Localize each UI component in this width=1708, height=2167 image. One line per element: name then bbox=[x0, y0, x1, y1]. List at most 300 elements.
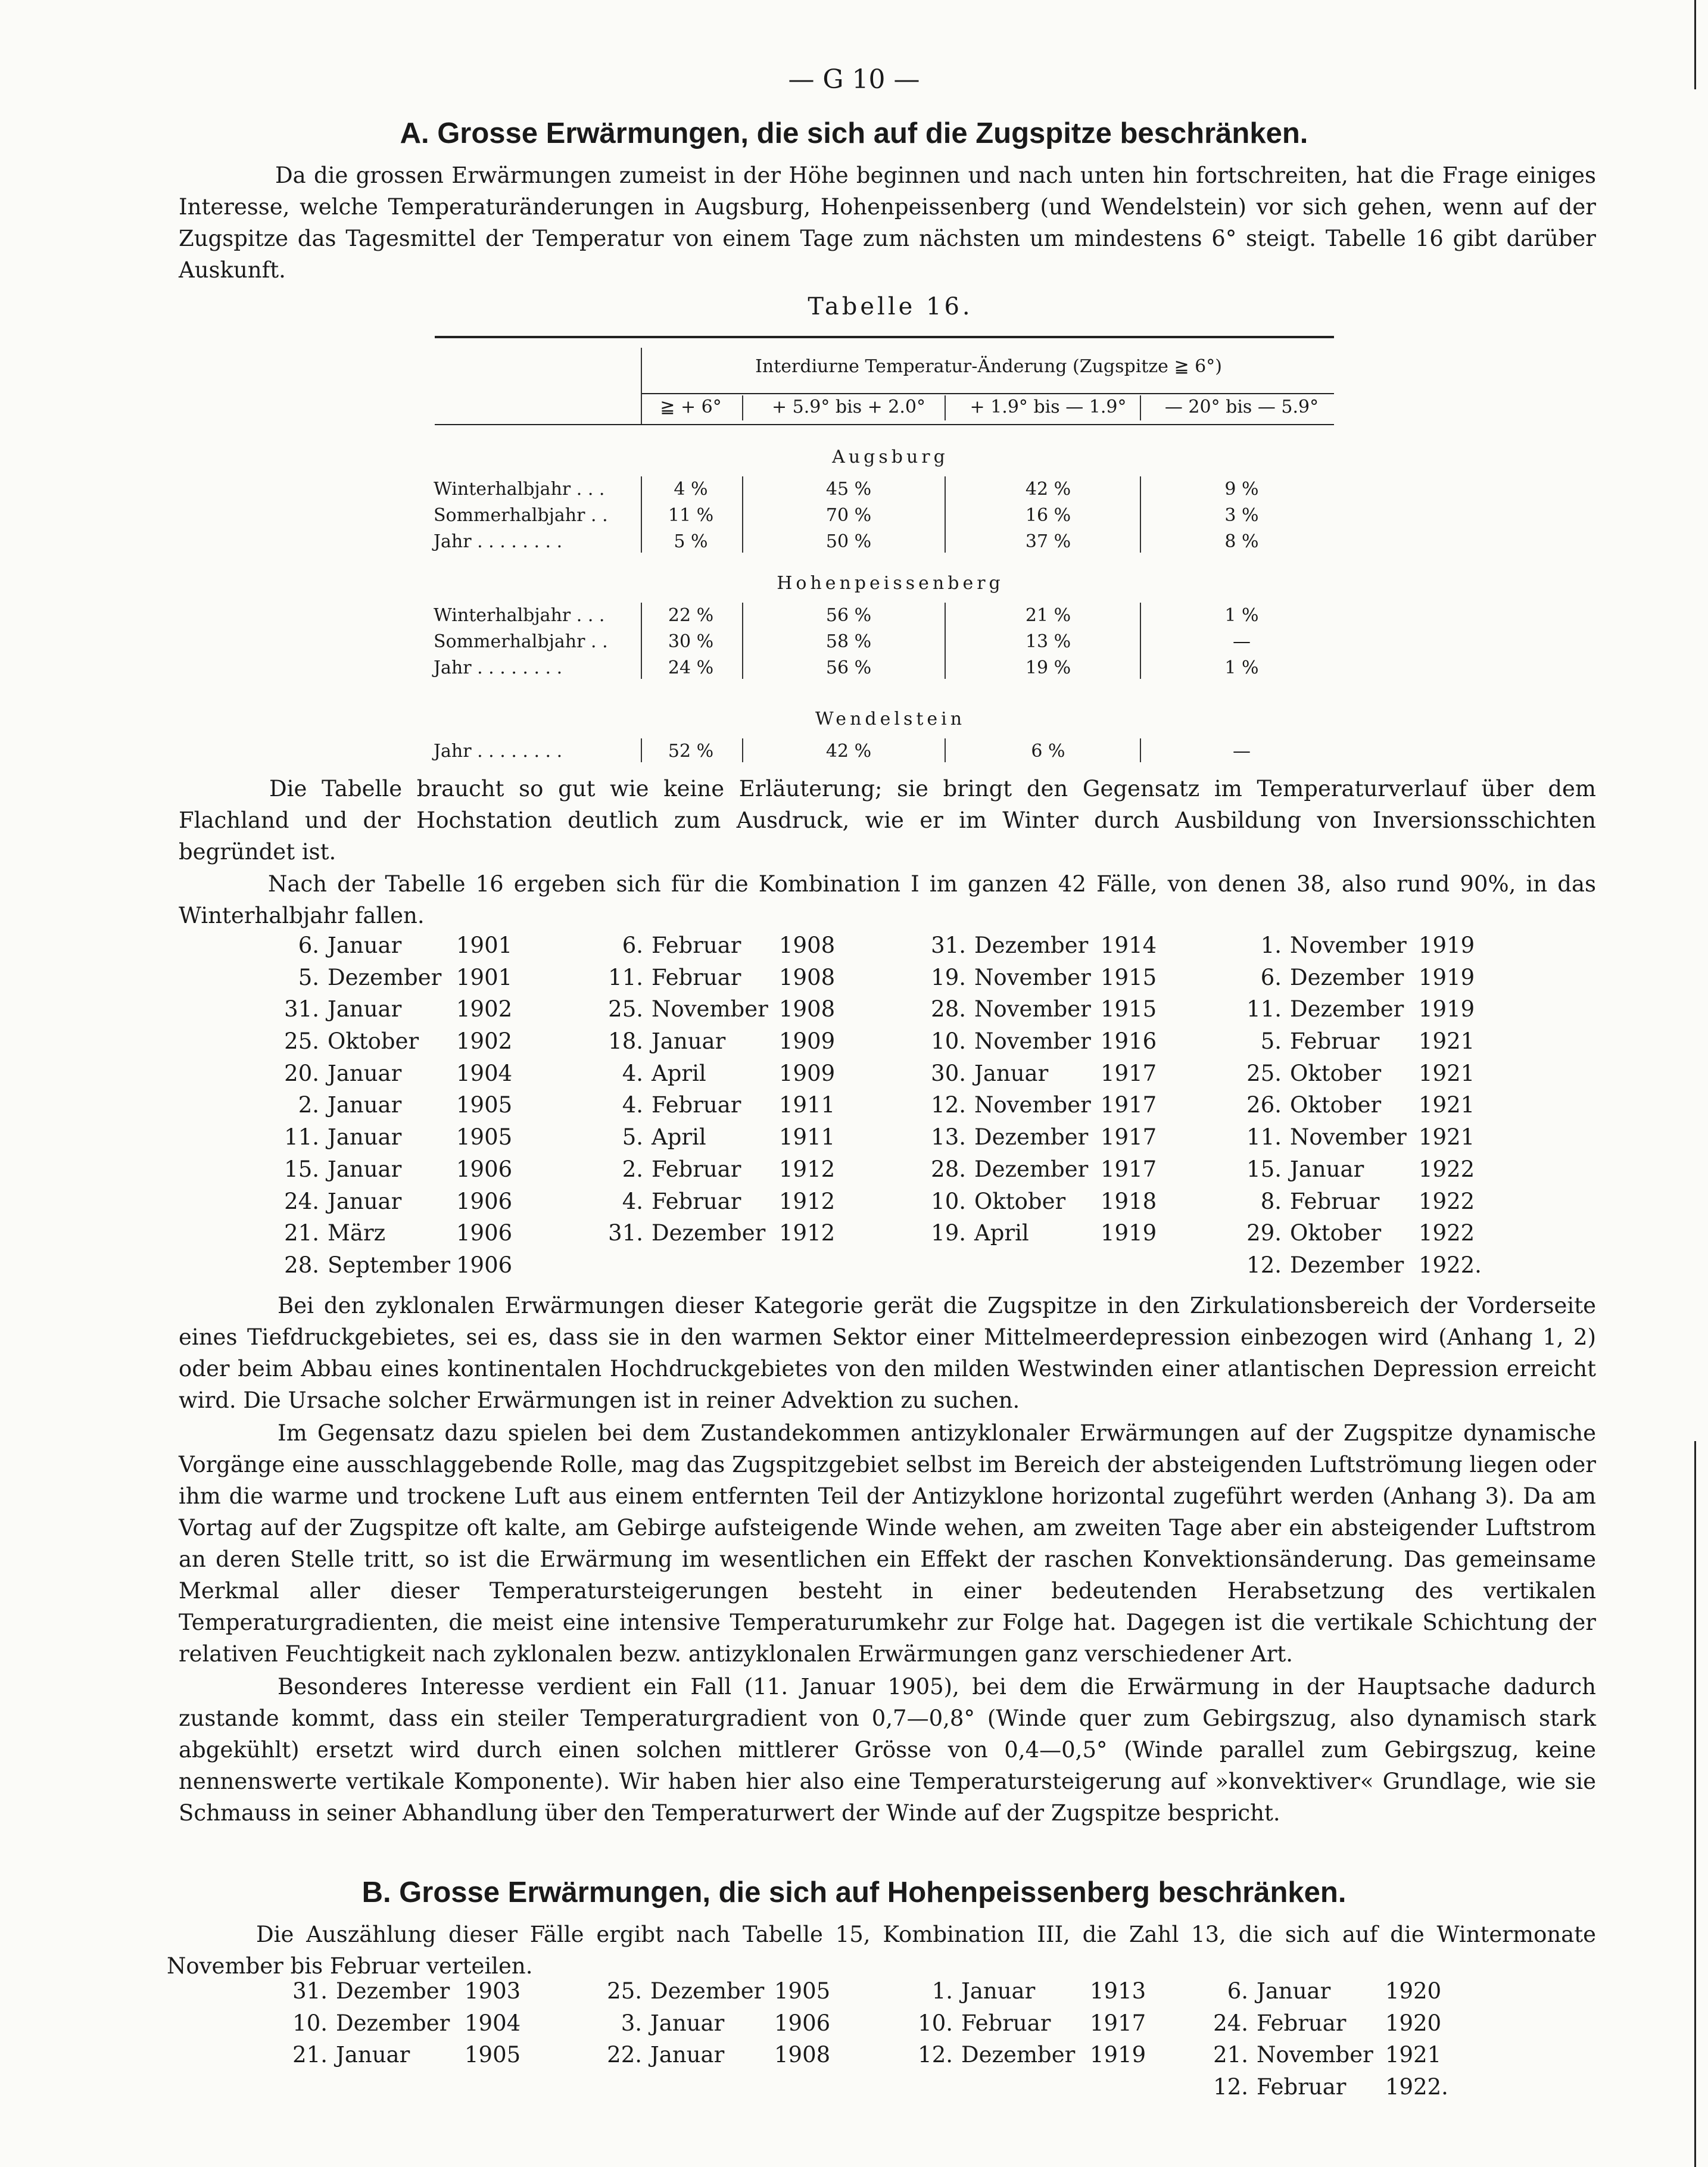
date-month: Dezember bbox=[336, 1978, 450, 2004]
date-month: Januar bbox=[328, 1188, 402, 1214]
date-entry bbox=[590, 2010, 840, 2043]
date-entry bbox=[279, 1978, 529, 2010]
date-month: Oktober bbox=[328, 1028, 419, 1055]
date-day: 11. bbox=[1246, 1124, 1282, 1150]
date-year: 1915 bbox=[1101, 996, 1157, 1022]
table-cell: 56 % bbox=[825, 605, 872, 626]
after-table-paragraph: Die Tabelle braucht so gut wie keine Erläuterung; sie bringt den Gegensatz im Temperaturverlauf über dem Flachland und der Hochstation deutlich zum Ausdruck, wie er im Winter durch Ausbildung von Inversionsschichten begründet ist. bbox=[179, 776, 1596, 865]
date-day: 3. bbox=[621, 2010, 642, 2036]
date-month: April bbox=[974, 1220, 1029, 1246]
date-column bbox=[269, 933, 525, 1284]
date-entry bbox=[1227, 933, 1477, 965]
date-entry bbox=[911, 1156, 1161, 1189]
date-month: Januar bbox=[328, 1156, 402, 1182]
date-day: 10. bbox=[292, 2010, 328, 2036]
date-entry bbox=[1227, 1028, 1477, 1061]
row-label: Jahr . . . . . . . . bbox=[434, 531, 563, 552]
date-entry bbox=[269, 1061, 525, 1093]
date-month: Dezember bbox=[652, 1220, 766, 1246]
date-month: Januar bbox=[961, 1978, 1036, 2004]
column-header: + 1.9° bis — 1.9° bbox=[970, 397, 1127, 417]
date-year: 1906 bbox=[456, 1252, 513, 1278]
date-entry bbox=[911, 1189, 1161, 1221]
date-month: Dezember bbox=[974, 1124, 1089, 1150]
date-day: 25. bbox=[284, 1028, 319, 1055]
column-separator bbox=[742, 476, 743, 553]
date-year: 1904 bbox=[465, 2010, 521, 2036]
date-year: 1921 bbox=[1419, 1124, 1475, 1150]
date-day: 2. bbox=[298, 1092, 319, 1118]
date-year: 1922. bbox=[1419, 1252, 1482, 1278]
date-year: 1921 bbox=[1419, 1060, 1475, 1086]
date-entry bbox=[590, 2042, 840, 2074]
date-entry bbox=[590, 965, 840, 997]
date-year: 1922 bbox=[1419, 1188, 1475, 1214]
date-month: Februar bbox=[652, 933, 741, 958]
date-entry bbox=[911, 996, 1161, 1028]
section-b-intro: Die Auszählung dieser Fälle ergibt nach Tabelle 15, Kombination III, die Zahl 13, die sich auf die Wintermonate November bis Februar verteilen. bbox=[167, 1922, 1596, 1979]
date-entry bbox=[269, 1028, 525, 1061]
row-label: Jahr . . . . . . . . bbox=[434, 741, 563, 762]
date-entry bbox=[911, 1092, 1161, 1124]
date-entry bbox=[590, 933, 840, 965]
date-column bbox=[899, 1978, 1161, 2074]
header-separator bbox=[945, 395, 946, 420]
section-a-heading: A. Grosse Erwärmungen, die sich auf die Zugspitze beschränken. bbox=[400, 117, 1308, 149]
date-year: 1906 bbox=[456, 1220, 513, 1246]
date-day: 20. bbox=[284, 1060, 319, 1086]
date-month: Dezember bbox=[974, 933, 1089, 958]
table-cell: 5 % bbox=[674, 531, 708, 552]
date-year: 1905 bbox=[456, 1124, 513, 1150]
date-year: 1917 bbox=[1101, 1156, 1157, 1182]
date-month: Januar bbox=[974, 1060, 1049, 1086]
date-month: November bbox=[974, 1028, 1091, 1055]
column-header: + 5.9° bis + 2.0° bbox=[771, 397, 926, 417]
section-b-heading: B. Grosse Erwärmungen, die sich auf Hohenpeissenberg beschränken. bbox=[361, 1876, 1347, 1909]
date-day: 10. bbox=[931, 1028, 966, 1055]
date-month: Januar bbox=[328, 1092, 402, 1118]
date-year: 1919 bbox=[1419, 933, 1475, 958]
date-year: 1913 bbox=[1090, 1978, 1146, 2004]
date-year: 1911 bbox=[779, 1092, 836, 1118]
row-label: Sommerhalbjahr . . bbox=[434, 631, 608, 652]
date-entry bbox=[279, 2010, 529, 2043]
date-month: Oktober bbox=[1290, 1092, 1382, 1118]
date-day: 1. bbox=[931, 1978, 953, 2004]
date-year: 1917 bbox=[1101, 1124, 1157, 1150]
date-year: 1920 bbox=[1385, 2010, 1442, 2036]
date-day: 12. bbox=[918, 2042, 953, 2068]
header-separator bbox=[1140, 395, 1141, 420]
table-title: Tabelle 16. bbox=[808, 293, 973, 320]
header-separator bbox=[641, 348, 642, 424]
date-day: 31. bbox=[292, 1978, 328, 2004]
date-month: Januar bbox=[328, 933, 402, 958]
date-entry bbox=[899, 2042, 1161, 2074]
table-cell: 1 % bbox=[1224, 657, 1259, 678]
date-entry bbox=[269, 1124, 525, 1156]
date-month: Februar bbox=[1257, 2074, 1347, 2100]
date-year: 1902 bbox=[456, 1028, 513, 1055]
table-cell: 30 % bbox=[668, 631, 714, 652]
date-year: 1912 bbox=[779, 1220, 836, 1246]
table-cell: 21 % bbox=[1025, 605, 1071, 626]
header-separator bbox=[742, 395, 743, 420]
date-entry bbox=[269, 965, 525, 997]
date-month: Januar bbox=[328, 1124, 402, 1150]
date-month: Februar bbox=[1290, 1188, 1380, 1214]
date-year: 1912 bbox=[779, 1156, 836, 1182]
date-month: Januar bbox=[328, 1060, 402, 1086]
date-month: Februar bbox=[1290, 1028, 1380, 1055]
date-day: 31. bbox=[931, 933, 966, 958]
date-year: 1908 bbox=[779, 964, 836, 990]
date-year: 1906 bbox=[456, 1156, 513, 1182]
date-entry bbox=[1227, 965, 1477, 997]
table-cell: 42 % bbox=[825, 741, 872, 762]
date-day: 8. bbox=[1260, 1188, 1282, 1214]
date-year: 1906 bbox=[774, 2010, 831, 2036]
date-entry bbox=[1197, 2074, 1453, 2106]
date-entry bbox=[279, 2042, 529, 2074]
date-month: Oktober bbox=[1290, 1060, 1382, 1086]
date-entry bbox=[590, 1978, 840, 2010]
date-entry bbox=[269, 996, 525, 1028]
date-day: 21. bbox=[292, 2042, 328, 2068]
table-cell: 8 % bbox=[1224, 531, 1259, 552]
date-year: 1919 bbox=[1101, 1220, 1157, 1246]
date-year: 1908 bbox=[779, 933, 836, 958]
date-day: 24. bbox=[1213, 2010, 1248, 2036]
date-column bbox=[590, 1978, 840, 2074]
column-separator bbox=[641, 738, 642, 762]
date-entry bbox=[269, 933, 525, 965]
date-day: 31. bbox=[608, 1220, 643, 1246]
date-day: 15. bbox=[1246, 1156, 1282, 1182]
page-edge-line-bottom bbox=[1694, 1441, 1696, 2167]
date-day: 11. bbox=[284, 1124, 319, 1150]
date-month: April bbox=[652, 1124, 706, 1150]
date-year: 1922 bbox=[1419, 1220, 1475, 1246]
table-cell: 50 % bbox=[825, 531, 872, 552]
date-entry bbox=[1227, 1124, 1477, 1156]
date-day: 6. bbox=[1227, 1978, 1248, 2004]
date-day: 22. bbox=[607, 2042, 642, 2068]
date-year: 1915 bbox=[1101, 964, 1157, 990]
date-day: 1. bbox=[1260, 933, 1282, 958]
date-day: 28. bbox=[931, 1156, 966, 1182]
date-month: Dezember bbox=[1290, 996, 1404, 1022]
date-month: Februar bbox=[652, 1092, 741, 1118]
date-year: 1909 bbox=[779, 1060, 836, 1086]
date-month: Dezember bbox=[336, 2010, 450, 2036]
column-header: ≧ + 6° bbox=[660, 397, 722, 417]
date-entry bbox=[1227, 1189, 1477, 1221]
date-day: 30. bbox=[931, 1060, 966, 1086]
date-entry bbox=[590, 1156, 840, 1189]
date-entry bbox=[911, 1124, 1161, 1156]
date-month: Februar bbox=[652, 1188, 741, 1214]
date-year: 1905 bbox=[465, 2042, 521, 2068]
date-month: Dezember bbox=[974, 1156, 1089, 1182]
date-month: Januar bbox=[336, 2042, 410, 2068]
table-cell: 13 % bbox=[1025, 631, 1071, 652]
column-separator bbox=[945, 603, 946, 679]
table-cell: 42 % bbox=[1025, 479, 1071, 500]
date-month: November bbox=[974, 996, 1091, 1022]
table-cell: — bbox=[1233, 631, 1251, 652]
date-day: 29. bbox=[1246, 1220, 1282, 1246]
date-year: 1912 bbox=[779, 1188, 836, 1214]
date-year: 1905 bbox=[456, 1092, 513, 1118]
date-year: 1904 bbox=[456, 1060, 513, 1086]
date-entry bbox=[911, 1220, 1161, 1252]
date-month: April bbox=[652, 1060, 706, 1086]
date-year: 1917 bbox=[1101, 1092, 1157, 1118]
date-day: 25. bbox=[607, 1978, 642, 2004]
date-column bbox=[1227, 933, 1482, 1284]
date-day: 5. bbox=[298, 964, 319, 990]
date-month: Dezember bbox=[328, 964, 442, 990]
date-day: 6. bbox=[298, 933, 319, 958]
date-year: 1922 bbox=[1419, 1156, 1475, 1182]
date-day: 12. bbox=[1213, 2074, 1248, 2100]
table-group-header: Interdiurne Temperatur-Änderung (Zugspitze ≧ 6°) bbox=[755, 356, 1222, 377]
date-entry bbox=[1227, 1220, 1477, 1252]
table-cell: 24 % bbox=[668, 657, 714, 678]
date-column bbox=[911, 933, 1161, 1252]
table-cell: 56 % bbox=[825, 657, 872, 678]
row-label: Jahr . . . . . . . . bbox=[434, 657, 563, 678]
date-day: 12. bbox=[931, 1092, 966, 1118]
date-day: 6. bbox=[622, 933, 643, 958]
column-separator bbox=[1140, 603, 1141, 679]
column-separator bbox=[1140, 476, 1141, 553]
row-label: Sommerhalbjahr . . bbox=[434, 505, 608, 526]
date-day: 12. bbox=[1246, 1252, 1282, 1278]
table-top-rule bbox=[435, 336, 1334, 338]
date-day: 19. bbox=[931, 964, 966, 990]
date-day: 5. bbox=[1260, 1028, 1282, 1055]
table-cell: — bbox=[1233, 741, 1251, 762]
special-case-paragraph: Besonderes Interesse verdient ein Fall (11. Januar 1905), bei dem die Erwärmung in der Hauptsache dadurch zustande kommt, dass ein steiler Temperaturgradient von 0,7—0,8° (Winde quer zum Gebirgszug, also dynamisch stark abgekühlt) ersetzt wird durch einen solchen mittlerer Grösse von 0,4—0,5° (Winde parallel zum Gebirgszug, keine nennenswerte vertikale Komponente). Wir haben hier also eine Temperatursteigerung auf »konvektiver« Grundlage, wie sie Schmauss in seiner Abhandlung über den Temperaturwert der Winde auf der Zugspitze bespricht. bbox=[179, 1674, 1596, 1826]
date-month: November bbox=[652, 996, 768, 1022]
date-month: Februar bbox=[1257, 2010, 1347, 2036]
date-day: 28. bbox=[931, 996, 966, 1022]
date-year: 1908 bbox=[774, 2042, 831, 2068]
date-day: 10. bbox=[931, 1188, 966, 1214]
table-cell: 58 % bbox=[825, 631, 872, 652]
column-separator bbox=[641, 476, 642, 553]
date-day: 10. bbox=[918, 2010, 953, 2036]
table-cell: 70 % bbox=[825, 505, 872, 526]
date-month: März bbox=[328, 1220, 386, 1246]
date-entry bbox=[590, 996, 840, 1028]
date-entry bbox=[590, 1220, 840, 1252]
date-month: November bbox=[1290, 1124, 1407, 1150]
date-month: Februar bbox=[652, 1156, 741, 1182]
date-month: Dezember bbox=[1290, 964, 1404, 990]
date-entry bbox=[269, 1252, 525, 1284]
column-header: — 20° bis — 5.9° bbox=[1164, 397, 1319, 417]
date-day: 5. bbox=[622, 1124, 643, 1150]
table-cell: 6 % bbox=[1031, 741, 1065, 762]
date-month: Oktober bbox=[1290, 1220, 1382, 1246]
date-year: 1919 bbox=[1419, 996, 1475, 1022]
date-day: 21. bbox=[284, 1220, 319, 1246]
date-year: 1918 bbox=[1101, 1188, 1157, 1214]
date-entry bbox=[269, 1092, 525, 1124]
date-month: Februar bbox=[652, 964, 741, 990]
table-cell: 52 % bbox=[668, 741, 714, 762]
date-entry bbox=[1197, 2042, 1453, 2074]
date-year: 1901 bbox=[456, 933, 513, 958]
date-entry bbox=[590, 1189, 840, 1221]
date-day: 21. bbox=[1213, 2042, 1248, 2068]
cyclonic-paragraph: Bei den zyklonalen Erwärmungen dieser Kategorie gerät die Zugspitze in den Zirkulationsbereich der Vorderseite eines Tiefdruckgebietes, sei es, dass sie in den warmen Sektor einer Mittelmeerdepression einbezogen wird (Anhang 1, 2) oder beim Abbau eines kontinentalen Hochdruckgebietes von den milden Westwinden einer atlantischen Depression erreicht wird. Die Ursache solcher Erwärmungen ist in reiner Advektion zu suchen. bbox=[179, 1293, 1596, 1413]
table-cell: 45 % bbox=[825, 479, 872, 500]
date-day: 6. bbox=[1260, 964, 1282, 990]
date-month: September bbox=[328, 1252, 451, 1278]
date-year: 1905 bbox=[774, 1978, 831, 2004]
date-month: Oktober bbox=[974, 1188, 1066, 1214]
date-month: November bbox=[1290, 933, 1407, 958]
date-entry bbox=[269, 1189, 525, 1221]
date-day: 2. bbox=[622, 1156, 643, 1182]
column-separator bbox=[742, 603, 743, 679]
date-column bbox=[279, 1978, 529, 2074]
date-month: November bbox=[1257, 2042, 1373, 2068]
date-day: 28. bbox=[284, 1252, 319, 1278]
date-month: Februar bbox=[961, 2010, 1051, 2036]
date-year: 1903 bbox=[465, 1978, 521, 2004]
date-entry bbox=[1197, 1978, 1453, 2010]
combination-paragraph: Nach der Tabelle 16 ergeben sich für die Kombination I im ganzen 42 Fälle, von denen 38, also rund 90%, in das Winterhalbjahr fallen. bbox=[179, 871, 1596, 928]
date-entry bbox=[590, 1092, 840, 1124]
table-cell: 4 % bbox=[674, 479, 708, 500]
date-entry bbox=[1227, 1061, 1477, 1093]
station-name-augsburg: Augsburg bbox=[832, 447, 949, 467]
date-day: 31. bbox=[284, 996, 319, 1022]
date-entry bbox=[1197, 2010, 1453, 2043]
date-year: 1917 bbox=[1101, 1060, 1157, 1086]
date-day: 11. bbox=[1246, 996, 1282, 1022]
date-day: 19. bbox=[931, 1220, 966, 1246]
date-month: Januar bbox=[1290, 1156, 1364, 1182]
date-column bbox=[590, 933, 840, 1252]
header-bottom-rule bbox=[435, 424, 1334, 425]
date-entry bbox=[1227, 996, 1477, 1028]
row-label: Winterhalbjahr . . . bbox=[434, 479, 605, 500]
date-day: 13. bbox=[931, 1124, 966, 1150]
date-month: Dezember bbox=[650, 1978, 765, 2004]
date-entry bbox=[1227, 1156, 1477, 1189]
page-edge-line-top bbox=[1694, 0, 1696, 89]
date-entry bbox=[911, 965, 1161, 997]
date-entry bbox=[899, 1978, 1161, 2010]
date-entry bbox=[269, 1220, 525, 1252]
column-separator bbox=[945, 738, 946, 762]
date-entry bbox=[1227, 1252, 1482, 1284]
date-month: Januar bbox=[652, 1028, 726, 1055]
anticyclonic-paragraph: Im Gegensatz dazu spielen bei dem Zustandekommen antizyklonaler Erwärmungen auf der Zugspitze dynamische Vorgänge eine ausschlaggebende Rolle, mag das Zugspitzgebiet selbst im Bereich der absteigenden Luftströmung liegen oder ihm die warme und trockene Luft aus einem entfernten Teil der Antizyklone horizontal zugeführt werden (Anhang 3). Da am Vortag auf der Zugspitze oft kalte, am Gebirge aufsteigende Winde wehen, am zweiten Tage aber ein absteigender Luftstrom an deren Stelle tritt, so ist die Erwärmung im wesentlichen ein Effekt der raschen Konvektionsänderung. Das gemeinsame Merkmal aller dieser Temperatursteigerungen besteht in einer bedeutenden Herabsetzung des vertikalen Temperaturgradienten, die meist eine intensive Temperaturumkehr zur Folge hat. Dagegen ist die vertikale Schichtung der relativen Feuchtigkeit nach zyklonalen bezw. antizyklonalen Erwärmungen ganz verschiedener Art. bbox=[179, 1420, 1596, 1667]
date-year: 1920 bbox=[1385, 1978, 1442, 2004]
station-name-hohenpeissenberg: Hohenpeissenberg bbox=[777, 573, 1004, 594]
date-day: 11. bbox=[608, 964, 643, 990]
date-month: Januar bbox=[1257, 1978, 1331, 2004]
date-year: 1914 bbox=[1101, 933, 1157, 958]
date-year: 1901 bbox=[456, 964, 513, 990]
date-entry bbox=[590, 1124, 840, 1156]
date-year: 1908 bbox=[779, 996, 836, 1022]
date-day: 4. bbox=[622, 1092, 643, 1118]
date-month: Januar bbox=[650, 2042, 725, 2068]
column-separator bbox=[945, 476, 946, 553]
date-year: 1919 bbox=[1090, 2042, 1146, 2068]
column-separator bbox=[641, 603, 642, 679]
date-year: 1921 bbox=[1385, 2042, 1442, 2068]
table-cell: 9 % bbox=[1224, 479, 1259, 500]
date-entry bbox=[911, 933, 1161, 965]
section-a-intro: Da die grossen Erwärmungen zumeist in der Höhe beginnen und nach unten hin fortschreiten, hat die Frage einiges Interesse, welche Temperaturänderungen in Augsburg, Hohenpeissenberg (und Wendelstein) vor sich gehen, wenn auf der Zugspitze das Tagesmittel der Temperatur von einem Tage zum nächsten um mindestens 6° steigt. Tabelle 16 gibt darüber Auskunft. bbox=[179, 163, 1596, 283]
table-cell: 37 % bbox=[1025, 531, 1071, 552]
date-year: 1921 bbox=[1419, 1028, 1475, 1055]
date-month: November bbox=[974, 1092, 1091, 1118]
column-separator bbox=[1140, 738, 1141, 762]
date-column bbox=[1197, 1978, 1453, 2106]
date-year: 1902 bbox=[456, 996, 513, 1022]
date-year: 1917 bbox=[1090, 2010, 1146, 2036]
date-day: 15. bbox=[284, 1156, 319, 1182]
date-year: 1921 bbox=[1419, 1092, 1475, 1118]
date-entry bbox=[1227, 1092, 1477, 1124]
date-month: Dezember bbox=[1290, 1252, 1404, 1278]
date-year: 1909 bbox=[779, 1028, 836, 1055]
date-day: 25. bbox=[608, 996, 643, 1022]
table-cell: 19 % bbox=[1025, 657, 1071, 678]
table-cell: 22 % bbox=[668, 605, 714, 626]
date-month: Dezember bbox=[961, 2042, 1076, 2068]
row-label: Winterhalbjahr . . . bbox=[434, 605, 605, 626]
date-entry bbox=[899, 2010, 1161, 2043]
date-year: 1922. bbox=[1385, 2074, 1448, 2100]
date-day: 26. bbox=[1246, 1092, 1282, 1118]
date-day: 24. bbox=[284, 1188, 319, 1214]
date-entry bbox=[911, 1028, 1161, 1061]
header-mid-rule bbox=[642, 393, 1334, 394]
date-month: Januar bbox=[328, 996, 402, 1022]
table-cell: 11 % bbox=[668, 505, 714, 526]
date-month: November bbox=[974, 964, 1091, 990]
date-day: 4. bbox=[622, 1060, 643, 1086]
date-year: 1911 bbox=[779, 1124, 836, 1150]
page-number: — G 10 — bbox=[788, 64, 920, 95]
date-entry bbox=[269, 1156, 525, 1189]
date-day: 18. bbox=[608, 1028, 643, 1055]
date-month: Januar bbox=[650, 2010, 725, 2036]
station-name-wendelstein: Wendelstein bbox=[815, 709, 966, 729]
date-day: 25. bbox=[1246, 1060, 1282, 1086]
table-cell: 16 % bbox=[1025, 505, 1071, 526]
date-entry bbox=[590, 1028, 840, 1061]
date-day: 4. bbox=[622, 1188, 643, 1214]
date-year: 1906 bbox=[456, 1188, 513, 1214]
date-year: 1916 bbox=[1101, 1028, 1157, 1055]
table-cell: 3 % bbox=[1224, 505, 1259, 526]
date-year: 1919 bbox=[1419, 964, 1475, 990]
column-separator bbox=[742, 738, 743, 762]
